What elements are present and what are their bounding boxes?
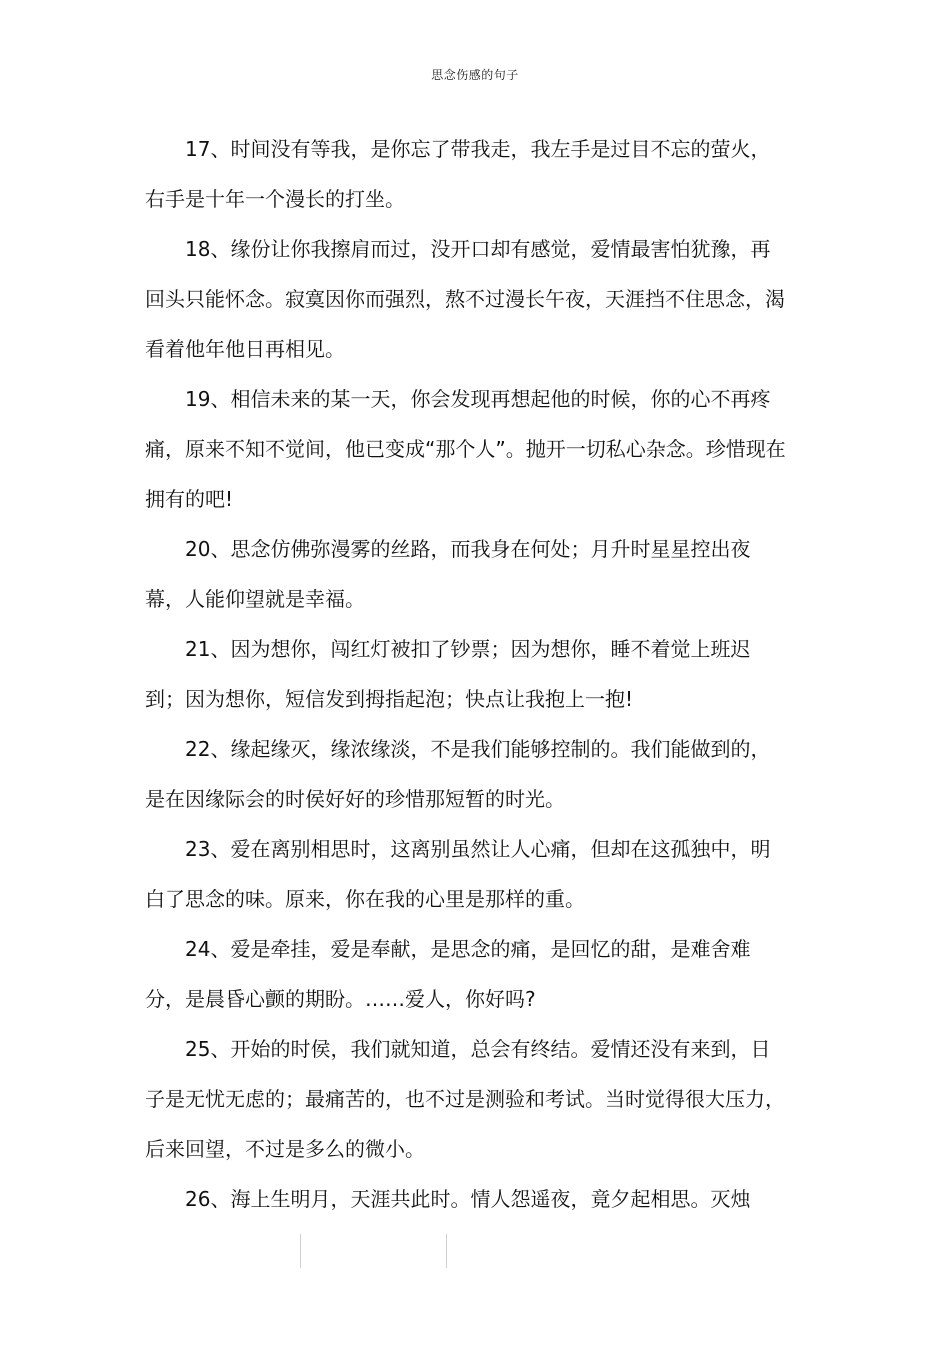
paragraph-19: 19、相信未来的某一天，你会发现再想起他的时候，你的心不再疼痛，原来不知不觉间，他已变成“那个人”。抛开一切私心杂念。珍惜现在拥有的吧!	[145, 387, 786, 511]
paragraph-17: 17、时间没有等我，是你忘了带我走，我左手是过目不忘的萤火，右手是十年一个漫长的打坐。	[145, 137, 771, 211]
footer-divider-right	[446, 1234, 447, 1268]
document-body	[145, 124, 790, 1224]
paragraph-24: 24、爱是牵挂，爱是奉献，是思念的痛，是回忆的甜，是难舍难分，是晨昏心颤的期盼。……爱人，你好吗?	[145, 937, 751, 1011]
footer-divider-left	[300, 1234, 301, 1268]
paragraph-20: 20、思念仿佛弥漫雾的丝路，而我身在何处；月升时星星控出夜幕，人能仰望就是幸福。	[145, 537, 751, 611]
paragraph-21: 21、因为想你，闯红灯被扣了钞票；因为想你，睡不着觉上班迟到；因为想你，短信发到拇指起泡；快点让我抱上一抱!	[145, 637, 751, 711]
paragraph-26: 26、海上生明月，天涯共此时。情人怨遥夜，竟夕起相思。灭烛	[185, 1187, 751, 1211]
paragraph-22: 22、缘起缘灭，缘浓缘淡，不是我们能够控制的。我们能做到的，是在因缘际会的时侯好好的珍惜那短暂的时光。	[145, 737, 771, 811]
paragraph-23: 23、爱在离别相思时，这离别虽然让人心痛，但却在这孤独中，明白了思念的味。原来，你在我的心里是那样的重。	[145, 837, 771, 911]
paragraph-18: 18、缘份让你我擦肩而过，没开口却有感觉，爱情最害怕犹豫，再回头只能怀念。寂寞因你而强烈，熬不过漫长午夜，天涯挡不住思念，渴看着他年他日再相见。	[145, 237, 785, 361]
page-header-title: 思念伤感的句子	[431, 68, 519, 82]
paragraph-25: 25、开始的时侯，我们就知道，总会有终结。爱情还没有来到，日子是无忧无虑的；最痛苦的，也不过是测验和考试。当时觉得很大压力，后来回望，不过是多么的微小。	[145, 1037, 785, 1161]
